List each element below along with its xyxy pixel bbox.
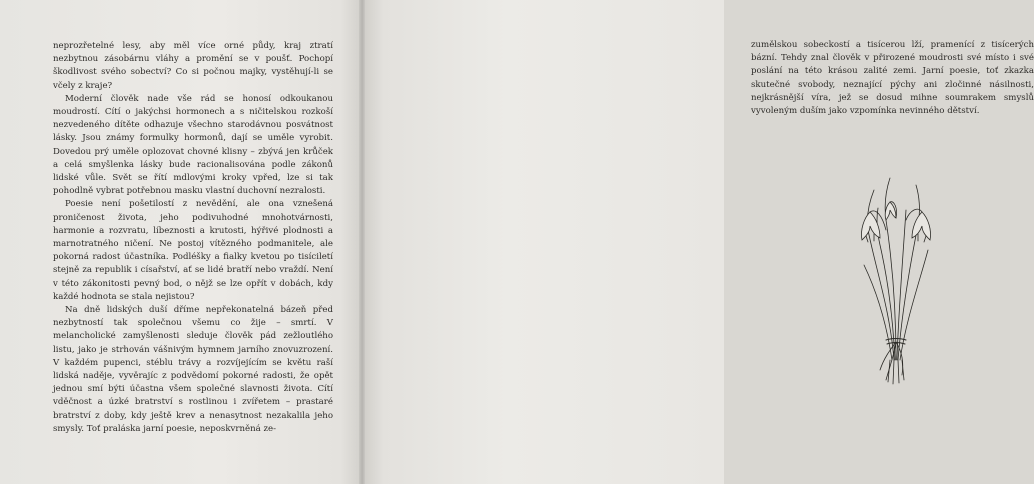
left-page-text [53, 40, 333, 436]
snowdrop-bouquet-illustration [846, 170, 946, 385]
paragraph: Na dně lidských duší dříme nepřekonatelná bázeň před nezbytností tak společnou všemu co žije – smrtí. V melancholické zamyšlenosti sleduje člověk pád zežloutlého listu, jako je strhován vášnivým hymnem jarního znovuzrození. V každém pupenci, stéblu trávy a rozvíjejícím se květu raší lidská naděje, vyvěrajíc z podvědomí pokorné radosti, že opět jednou smí býti účastna všem společné slavnosti života. Cítí vděčnost a úzké bratrství s rostlinou i zvířetem – prastaré bratrství z doby, kdy ještě krev a nenasytnost nezakalila jeho smysly. Toť praláska jarní poesie, neposkvrněná ze- [53, 305, 333, 434]
right-page-text [751, 39, 1034, 118]
book-gutter [359, 0, 365, 484]
left-page [0, 0, 362, 484]
paragraph: zumělskou sobeckostí a tisícerou lží, pramenící z tisícerých bázní. Tehdy znal člověk v přirozené moudrosti své místo i své poslání na této krásou zalité zemi. Jarní poesie, toť zkazka skutečné svobody, neznající pýchy ani zločinné násilnosti, nejkrásnější víra, jež se dosud mihne soumrakem smyslů vyvoleným duším jako vzpomínka nevinného dětství. [751, 40, 1034, 117]
paragraph: Moderní člověk nade vše rád se honosí odkoukanou moudrostí. Cítí o jakýchsi hormonech a s ničitelskou rozkoší nezvedeného dítěte odhazuje všechno starodávnou posvátnost lásky. Jsou známy formulky hormonů, dají se uměle vyrobit. Dovedou prý uměle oplozovat chovné klisny – zbývá jen krůček a celá smyšlenka lásky bude racionalisována podle zákonů lidské vůle. Svět se řítí mdlovými kroky vpřed, lze si tak pohodlně vybrat potřebnou masku vlastní duchovní nezralosti. [53, 93, 333, 197]
right-page [362, 0, 1034, 484]
paragraph: Poesie není pošetilostí z nevědění, ale ona vznešená proničenost života, jeho podivuhodné mnohotvárnosti, harmonie a rozvratu, líbeznosti a krutosti, hýřivé plodnosti a marnotratného ničení. Ne postoj vítězného podmanitele, ale pokorná radost účastníka. Podléšky a fialky kvetou po tisíciletí stejně za republik i císařství, ať se lidé bratří nebo vraždí. Není v této zákonitosti pevný bod, o nějž se lze opřít v dobách, kdy každé hodnota se stala nejistou? [53, 199, 333, 302]
paragraph: neprozřetelné lesy, aby měl více orné půdy, kraj ztratí nezbytnou zásobárnu vláhy a promění se v poušť. Pochopí škodlivost svého sobectví? Co si počnou majky, vystěhují-li se včely z kraje? [53, 41, 333, 91]
